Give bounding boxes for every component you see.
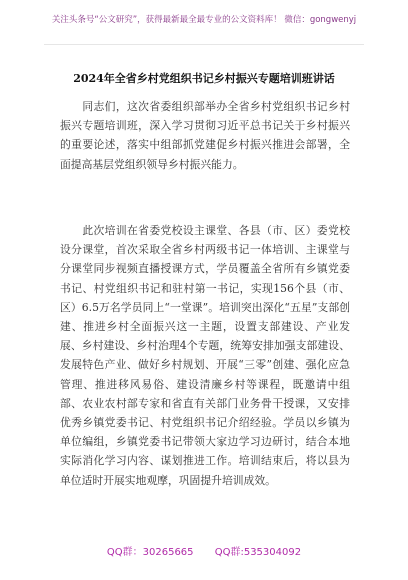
footer bbox=[0, 543, 408, 558]
footer-qq-group-1: QQ群：30265665 bbox=[106, 547, 194, 558]
header-notice: 关注头条号“公文研究”，获得最新最全最专业的公文资料库！ 微信：gongwenyj bbox=[51, 15, 357, 25]
document-title: 2024年全省乡村党组织书记乡村振兴专题培训班讲话 bbox=[73, 72, 335, 85]
header-divider bbox=[44, 44, 364, 45]
paragraph: 同志们，这次省委组织部举办全省乡村党组织书记乡村振兴专题培训班，深入学习贯彻习近平总书记关于乡村振兴的重要论述，落实中组部抓党建促乡村振兴推进会部署，全面提高基层党组织领导乡村振兴能力。 bbox=[60, 100, 350, 171]
footer-qq-group-2: QQ群:535304092 bbox=[214, 547, 302, 558]
paragraph: 此次培训在省委党校设主课堂、各县（市、区）委党校设分课堂，首次采取全省乡村两级书记一体培训、主课堂与分课堂同步视频直播授课方式，学员覆盖全省所有乡镇党委书记、村党组织书记和驻村第一书记，实现156个县（市、区）6.5万名学员同上“一堂课”。培训突出深化“五星”支部创建、推进乡村全面振兴这一主题，设置支部建设、产业发展、乡村建设、乡村治理4个专题，统筹安排加强支部建设、发展特色产业、做好乡村规划、开展“三零”创建、强化应急管理、推进移风易俗、建设清廉乡村等课程，既邀请中组部、农业农村部专家和省直有关部门业务骨干授课，又安排优秀乡镇党委书记、村党组织书记介绍经验。学员以乡镇为单位编组，乡镇党委书记带领大家边学习边研讨，结合本地实际消化学习内容、谋划推进工作。培训结束后，将以县为单位适时开展实地观摩，巩固提升培训成效。 bbox=[60, 224, 350, 487]
